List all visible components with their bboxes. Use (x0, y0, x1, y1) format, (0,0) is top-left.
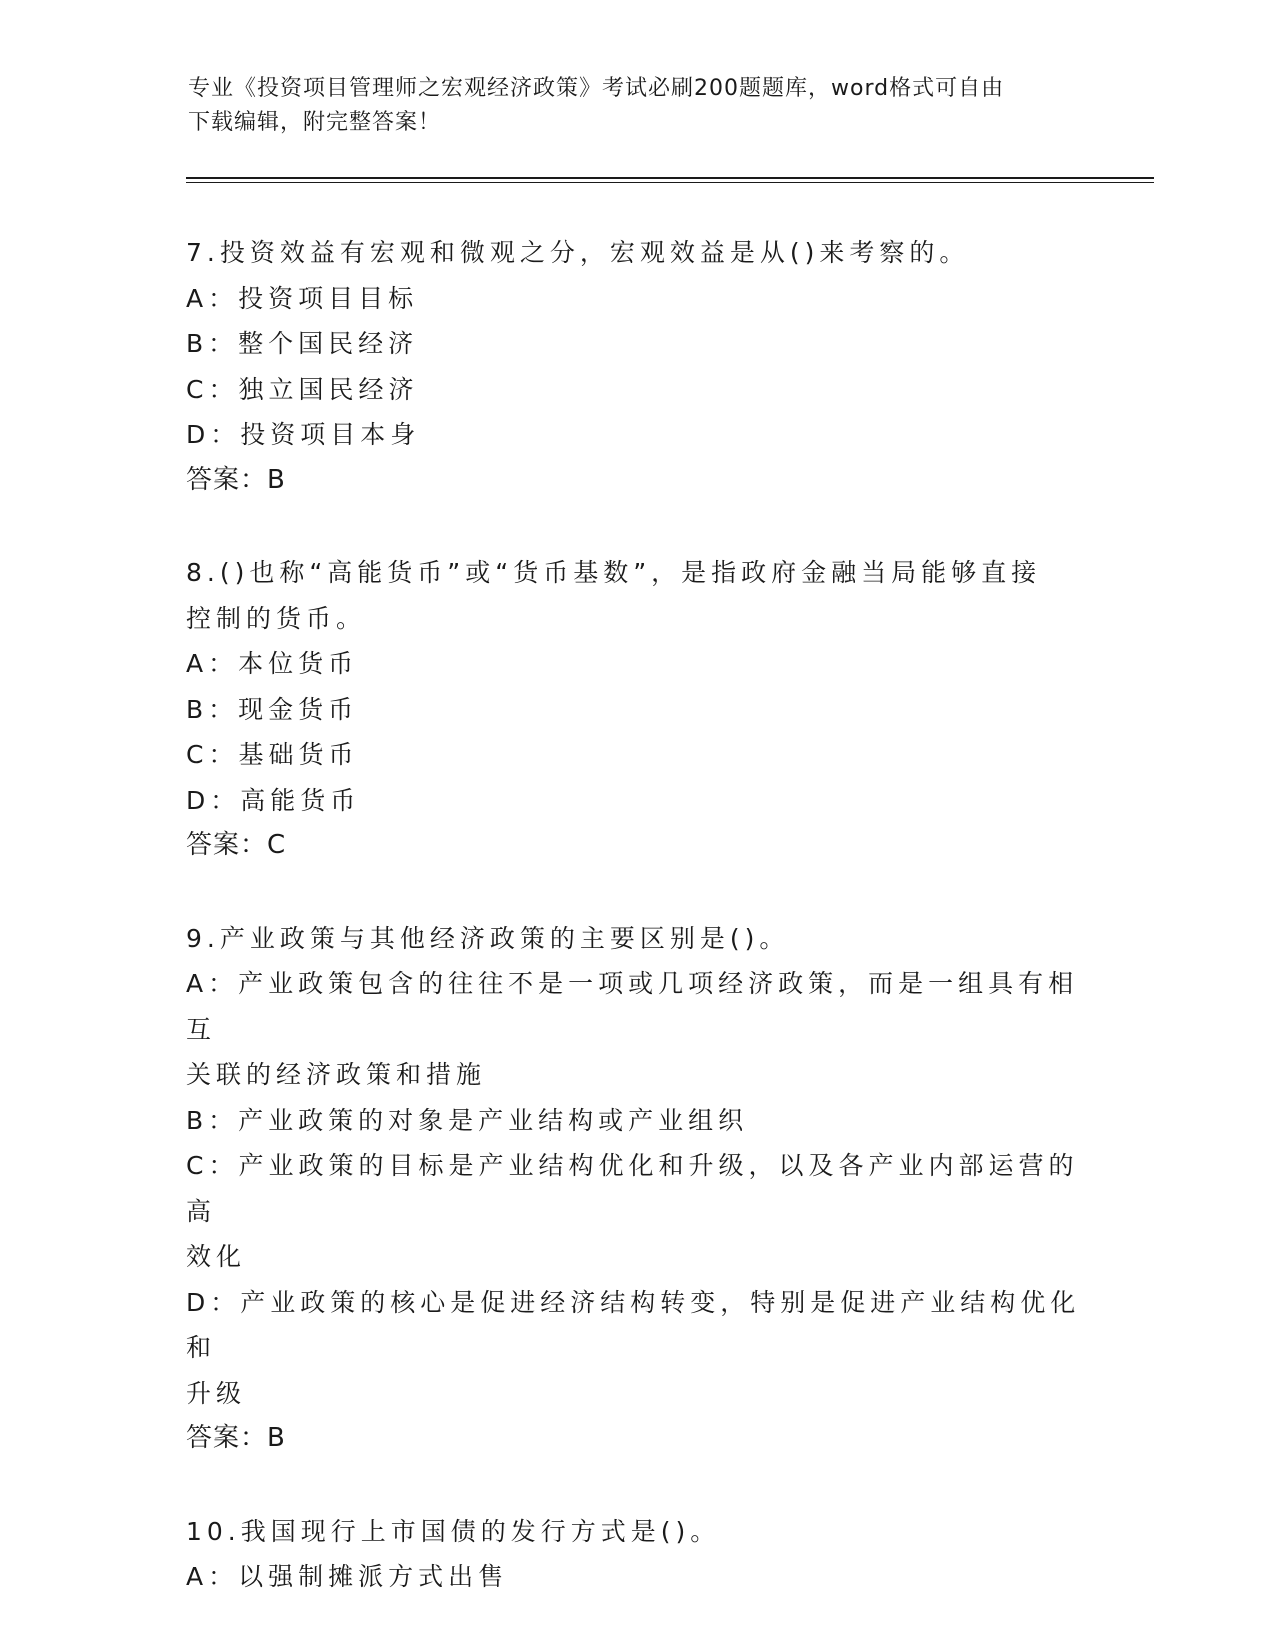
answer-label: 答案：C (186, 830, 287, 860)
option-d-continued: 升级 (186, 1378, 247, 1408)
question-stem: 7.投资效益有宏观和微观之分，宏观效益是从()来考察的。 (186, 238, 970, 267)
header-divider-thin (186, 182, 1154, 183)
option-a-continued: 关联的经济政策和措施 (186, 1060, 487, 1089)
question-7 (186, 230, 1086, 503)
question-9 (186, 916, 1086, 1462)
option-d: D：投资项目本身 (186, 420, 421, 449)
option-d: D：产业政策的核心是促进经济结构转变，特别是促进产业结构优化和 (186, 1287, 1081, 1362)
option-c-continued: 效化 (186, 1242, 247, 1271)
option-b: B：整个国民经济 (186, 329, 419, 358)
option-b: B：现金货币 (186, 694, 359, 724)
header-line-2: 下载编辑，附完整答案！ (188, 110, 442, 135)
option-d: D：高能货币 (186, 785, 361, 815)
question-stem-continued: 控制的货币。 (186, 603, 367, 633)
option-c: C：基础货币 (186, 740, 359, 769)
header-divider-thick (186, 177, 1154, 179)
answer-label: 答案：B (186, 1423, 286, 1453)
option-a: A：产业政策包含的往往不是一项或几项经济政策，而是一组具有相互 (186, 969, 1079, 1044)
question-stem: 10.我国现行上市国债的发行方式是()。 (186, 1516, 721, 1546)
header-line-1: 专业《投资项目管理师之宏观经济政策》考试必刷200题题库，word格式可自由 (188, 76, 1005, 101)
answer-label: 答案：B (186, 464, 286, 495)
option-a: A：以强制摊派方式出售 (186, 1562, 509, 1591)
question-stem: 9.产业政策与其他经济政策的主要区别是()。 (186, 923, 790, 953)
question-stem: 8.()也称“高能货币”或“货币基数”，是指政府金融当局能够直接 (186, 558, 1042, 587)
question-10 (186, 1509, 1086, 1600)
option-c: C：产业政策的目标是产业结构优化和升级，以及各产业内部运营的高 (186, 1151, 1079, 1226)
option-a: A：本位货币 (186, 649, 359, 678)
question-list (186, 230, 1086, 1647)
document-header (188, 72, 1088, 140)
option-a: A：投资项目目标 (186, 283, 419, 313)
option-c: C：独立国民经济 (186, 374, 419, 404)
question-8 (186, 550, 1086, 869)
option-b: B：产业政策的对象是产业结构或产业组织 (186, 1105, 749, 1135)
